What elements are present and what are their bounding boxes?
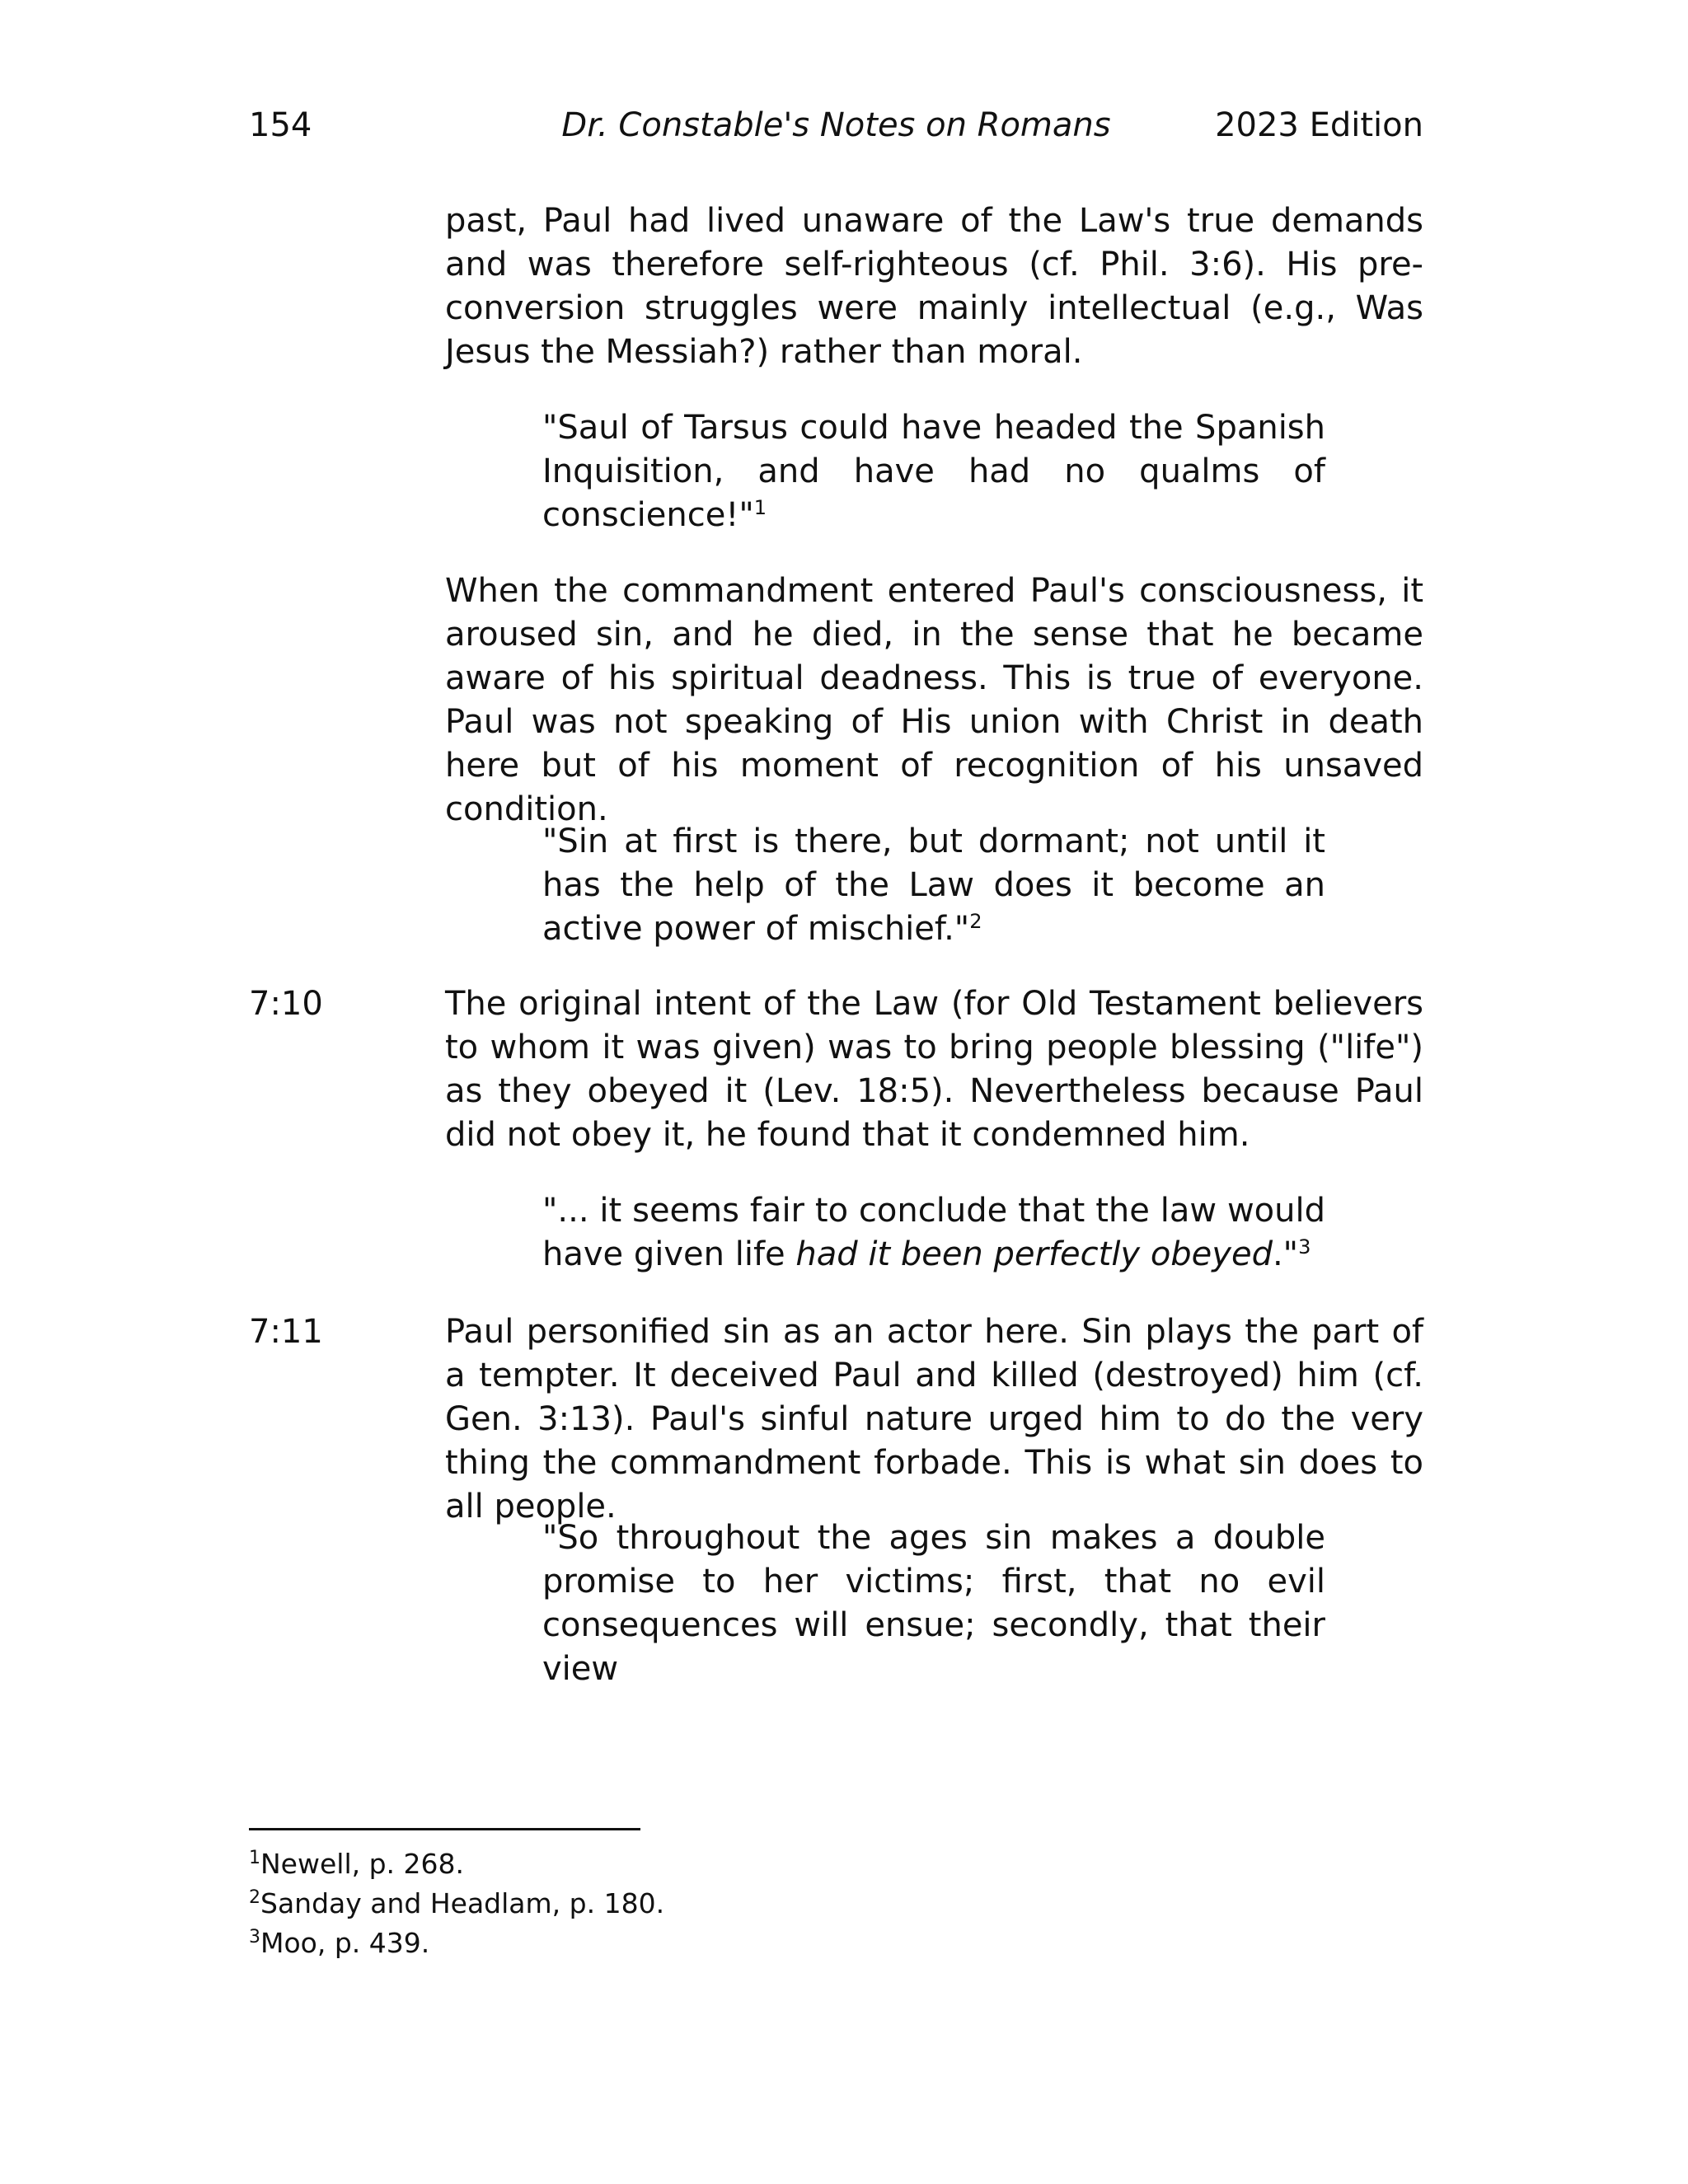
block-quote-4: "So throughout the ages sin makes a double promise to her victims; first, that no evil consequences will ensue; secondly, that their view — [542, 1519, 1325, 1688]
body-paragraph-2: When the commandment entered Paul's consciousness, it aroused sin, and he died, in the sense that he became aware of his spiritual deadness. This is true of everyone. Paul was not speaking of His union with Christ in death here but of his moment of recognition of his unsaved condition. — [445, 572, 1423, 828]
footnote-1: $^1$Newell, p. 268. — [249, 1848, 465, 1880]
block-quote-1: "Saul of Tarsus could have headed the Spanish Inquisition, and have had no qualms of conscience!"$^1$ — [542, 409, 1325, 534]
page-header — [249, 102, 1423, 148]
footnotes — [249, 1844, 664, 1963]
footnote-2: $^2$Sanday and Headlam, p. 180. — [249, 1887, 665, 1919]
block-quote-2: "Sin at first is there, but dormant; not until it has the help of the Law does it become an active power of mischief."$^2$ — [542, 823, 1325, 948]
emphasis-text: had it been perfectly obeyed — [795, 1235, 1273, 1273]
footnote-ref-1: 1 — [753, 496, 767, 519]
verse-reference-7-11: 7:11 — [249, 1313, 323, 1351]
body-paragraph-4: Paul personified sin as an actor here. Sin plays the part of a tempter. It deceived Paul and killed (destroyed) him (cf. Gen. 3:13). Paul's sinful nature urged him to do the very thing the commandment forbade. This is what sin does to all people. — [445, 1313, 1423, 1526]
footnote-3: $^3$Moo, p. 439. — [249, 1927, 430, 1959]
verse-reference-7-10: 7:10 — [249, 985, 323, 1023]
footnote-separator — [249, 1828, 640, 1830]
running-title: Dr. Constable's Notes on Romans — [561, 106, 1111, 144]
edition-label: 2023 Edition — [1215, 106, 1423, 144]
page-number: 154 — [249, 106, 312, 144]
footnote-ref-2: 2 — [969, 910, 982, 933]
footnote-ref-3: 3 — [1298, 1235, 1311, 1258]
body-paragraph-3: The original intent of the Law (for Old Testament believers to whom it was given) was to bring people blessing ("life") as they obeyed it (Lev. 18:5). Nevertheless because Paul did not obey it, he found that it condemned him. — [445, 985, 1423, 1154]
body-paragraph-1: past, Paul had lived unaware of the Law's true demands and was therefore self-righteous (cf. Phil. 3:6). His pre-conversion struggles were mainly intellectual (e.g., Was Jesus the Messiah?) rather than moral. — [445, 202, 1423, 371]
block-quote-3: "... it seems fair to conclude that the law would have given life had it been perfectly obeyed."$^3$ — [542, 1192, 1325, 1273]
